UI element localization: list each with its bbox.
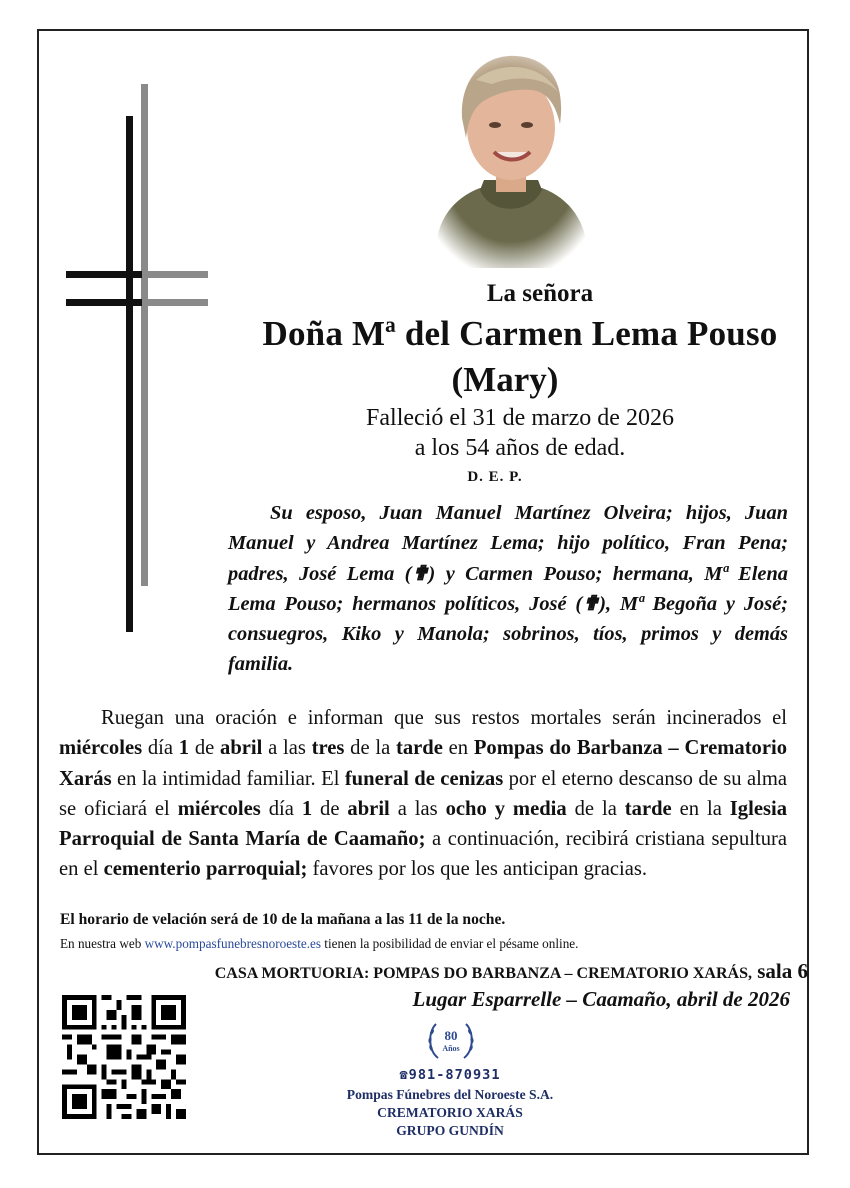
deceased-name: Doña Mª del Carmen Lema Pouso (262, 314, 778, 353)
anniversary-logo (424, 1016, 478, 1066)
svg-text:80: 80 (444, 1028, 458, 1043)
company-block (300, 1086, 600, 1140)
company-name: Pompas Fúnebres del Noroeste S.A. (346, 1087, 554, 1102)
crematorio-name: CREMATORIO XARÁS (377, 1105, 523, 1120)
funeral-home-line: CASA MORTUORIA: POMPAS DO BARBANZA – CREMATORIO XARÁS, sala 6 (214, 959, 808, 983)
website-link[interactable]: www.pompasfunebresnoroeste.es (144, 936, 321, 951)
svg-text:Años: Años (442, 1044, 460, 1053)
portrait-photo (420, 40, 602, 268)
deceased-alias: (Mary) (451, 360, 559, 399)
group-name: GRUPO GUNDÍN (396, 1123, 504, 1138)
age-line: a los 54 años de edad. (414, 435, 626, 461)
qr-code[interactable] (62, 995, 186, 1119)
death-date-line: Falleció el 31 de marzo de 2026 (366, 405, 674, 431)
family-list: Su esposo, Juan Manuel Martínez Olveira; hijos, Juan Manuel y Andrea Martínez Lema; hijo político, Fran Pena; padres, José Lema (✟) y Carmen Pouso; hermana, Mª Elena Lema Pouso; hermanos políticos, José (✟), Mª Begoña y José; consuegros, Kiko y Manola; sobrinos, tíos, primos y demás familia. (228, 502, 788, 676)
title-prefix: La señora (486, 280, 594, 307)
visitation-hours: El horario de velación será de 10 de la mañana a las 11 de la noche. (60, 911, 506, 928)
place-date-line: Lugar Esparrelle – Caamaño, abril de 2026 (412, 987, 790, 1011)
ceremony-paragraph: Ruegan una oración e informan que sus restos mortales serán incinerados el miércoles día 1 de abril a las tres de la tarde en Pompas do Barbanza – Crematorio Xarás en la intimidad familiar. El funeral de cenizas por el eterno descanso de su alma se oficiará el miércoles día 1 de abril a las ocho y media de la tarde en la Iglesia Parroquial de Santa María de Caamaño; a continuación, recibirá cristiana sepultura en el cementerio parroquial; favores por los que les anticipan gracias. (59, 707, 788, 881)
web-notice: En nuestra web www.pompasfunebresnoroeste.es tienen la posibilidad de enviar el pésame online. (60, 936, 579, 951)
rip-text: D. E. P. (467, 469, 523, 485)
phone-number[interactable]: ☎981-870931 (399, 1067, 501, 1083)
